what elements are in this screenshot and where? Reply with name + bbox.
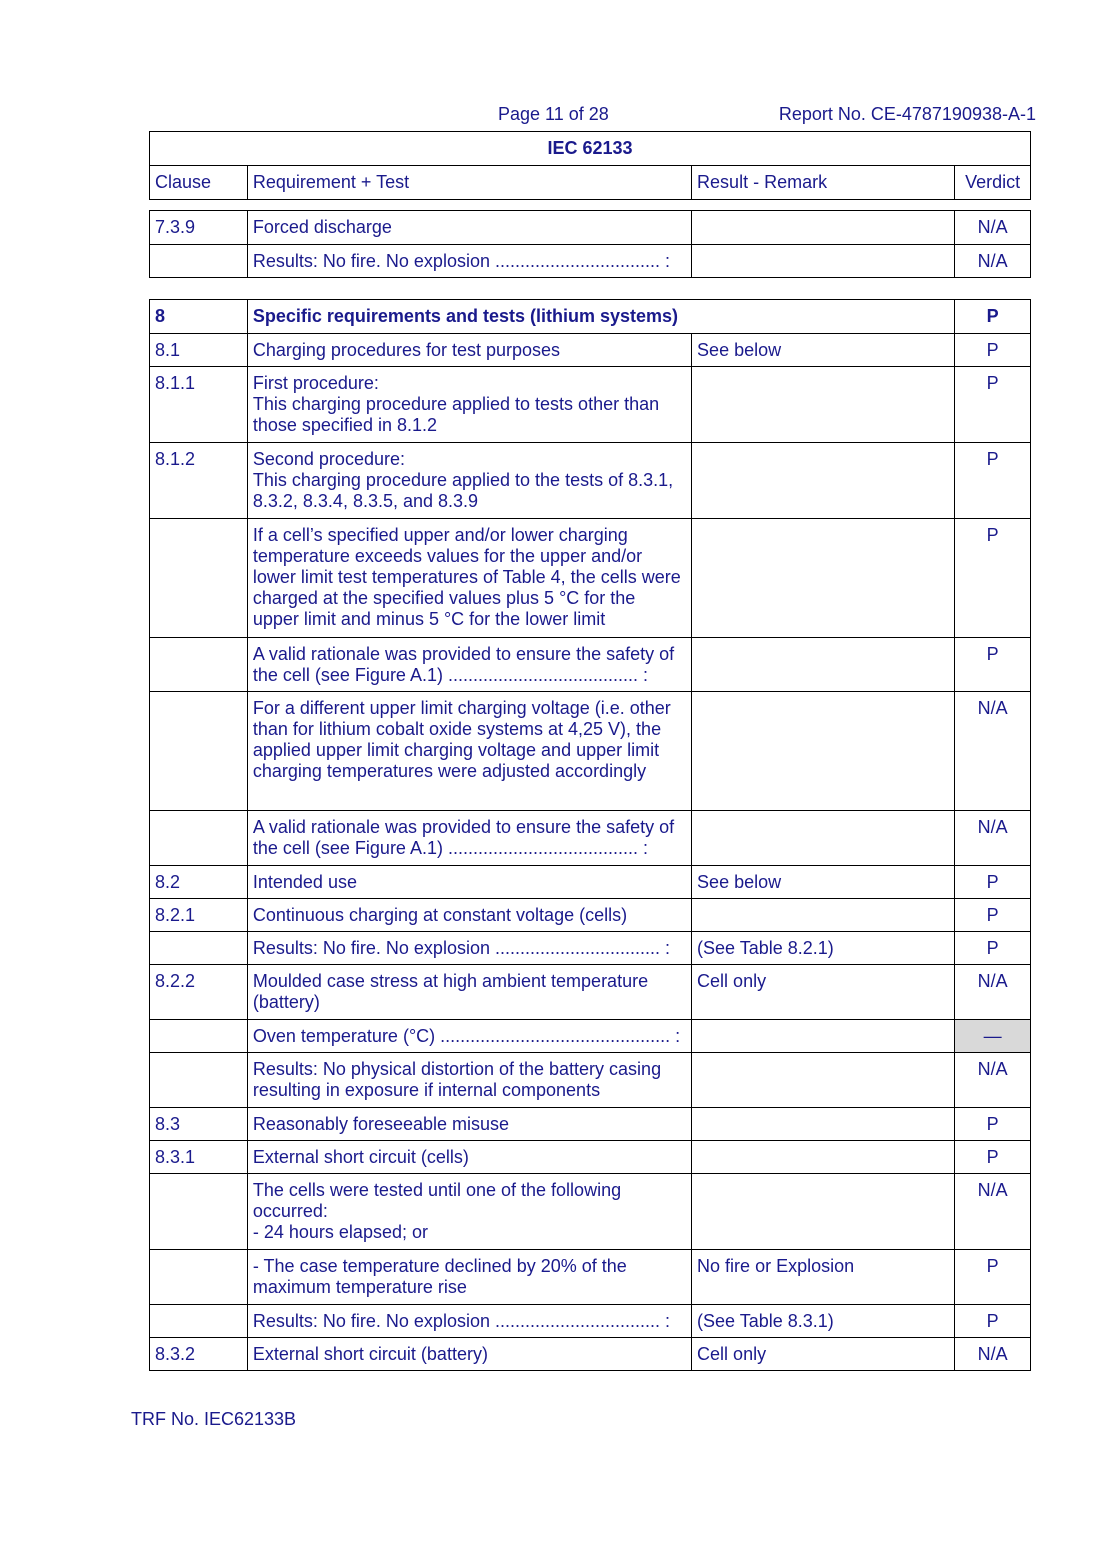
requirement-cell: External short circuit (cells) (247, 1141, 691, 1174)
clause-table-8 (149, 299, 1031, 1371)
verdict-cell: — (955, 1020, 1031, 1053)
verdict-cell: N/A (955, 245, 1031, 278)
result-cell (692, 443, 955, 519)
result-cell: (See Table 8.3.1) (692, 1305, 955, 1338)
table-row (150, 245, 1031, 278)
requirement-cell: Oven temperature (°C) .............................................. : (247, 1020, 691, 1053)
result-cell (692, 519, 955, 638)
result-cell (692, 367, 955, 443)
requirement-cell: Moulded case stress at high ambient temperature (battery) (247, 965, 691, 1020)
verdict-cell: N/A (955, 1053, 1031, 1108)
verdict-cell: N/A (955, 1338, 1031, 1371)
clause-cell: 8.3 (150, 1108, 248, 1141)
clause-cell: 8.1 (150, 334, 248, 367)
verdict-cell: P (955, 866, 1031, 899)
clause-cell: 8.2.2 (150, 965, 248, 1020)
requirement-cell: Results: No fire. No explosion ................................. : (247, 245, 691, 278)
clause-cell: 8.3.2 (150, 1338, 248, 1371)
result-column-header: Result - Remark (692, 166, 955, 200)
result-cell (692, 899, 955, 932)
table-row (150, 1108, 1031, 1141)
table-row (150, 1250, 1031, 1305)
table-row (150, 443, 1031, 519)
verdict-cell: P (955, 519, 1031, 638)
table-row (150, 965, 1031, 1020)
table-row (150, 811, 1031, 866)
table-row (150, 1305, 1031, 1338)
verdict-column-header: Verdict (955, 166, 1031, 200)
section-title: Specific requirements and tests (lithium systems) (247, 300, 954, 334)
trf-number: TRF No. IEC62133B (131, 1409, 297, 1429)
table-row (150, 519, 1031, 638)
table-row (150, 866, 1031, 899)
table-row (150, 211, 1031, 245)
header-table (149, 131, 1031, 200)
clause-cell (150, 519, 248, 638)
verdict-cell: N/A (955, 1174, 1031, 1250)
clause-cell: 8 (150, 300, 248, 334)
requirement-cell: External short circuit (battery) (247, 1338, 691, 1371)
result-cell (692, 692, 955, 811)
result-cell: Cell only (692, 965, 955, 1020)
verdict-cell: P (955, 638, 1031, 692)
result-cell (692, 1053, 955, 1108)
requirement-cell: Results: No fire. No explosion ................................. : (247, 1305, 691, 1338)
result-cell (692, 1020, 955, 1053)
page-number: Page 11 of 28 (498, 104, 609, 124)
requirement-cell: Reasonably foreseeable misuse (247, 1108, 691, 1141)
report-number: Report No. CE-4787190938-A-1 (778, 104, 1036, 124)
requirement-cell: Forced discharge (247, 211, 691, 245)
requirement-cell: Results: No physical distortion of the battery casing resulting in exposure if internal components (247, 1053, 691, 1108)
requirement-cell: Results: No fire. No explosion ................................. : (247, 932, 691, 965)
requirement-cell: The cells were tested until one of the following occurred: - 24 hours elapsed; or (247, 1174, 691, 1250)
clause-cell (150, 692, 248, 811)
result-cell (692, 1141, 955, 1174)
clause-cell (150, 811, 248, 866)
verdict-cell: P (955, 300, 1031, 334)
result-cell (692, 811, 955, 866)
clause-column-header: Clause (150, 166, 248, 200)
verdict-cell: N/A (955, 211, 1031, 245)
section-row (150, 300, 1031, 334)
requirement-cell: A valid rationale was provided to ensure the safety of the cell (see Figure A.1) ...................................... : (247, 811, 691, 866)
table-row (150, 1020, 1031, 1053)
verdict-cell: P (955, 1108, 1031, 1141)
clause-cell: 8.2.1 (150, 899, 248, 932)
verdict-cell: P (955, 932, 1031, 965)
result-cell (692, 211, 955, 245)
clause-cell: 8.1.1 (150, 367, 248, 443)
table-row (150, 692, 1031, 811)
requirement-cell: - The case temperature declined by 20% of the maximum temperature rise (247, 1250, 691, 1305)
clause-cell (150, 932, 248, 965)
table-row (150, 1174, 1031, 1250)
clause-cell (150, 1305, 248, 1338)
verdict-cell: P (955, 1141, 1031, 1174)
verdict-cell: N/A (955, 965, 1031, 1020)
requirement-cell: Continuous charging at constant voltage (cells) (247, 899, 691, 932)
table-row (150, 932, 1031, 965)
clause-cell (150, 1250, 248, 1305)
verdict-cell: P (955, 334, 1031, 367)
clause-cell (150, 1020, 248, 1053)
verdict-cell: P (955, 1250, 1031, 1305)
result-cell: (See Table 8.2.1) (692, 932, 955, 965)
clause-cell (150, 1174, 248, 1250)
requirement-cell: First procedure: This charging procedure applied to tests other than those specified in 8.1.2 (247, 367, 691, 443)
result-cell (692, 1108, 955, 1141)
clause-cell (150, 245, 248, 278)
table-row (150, 1053, 1031, 1108)
clause-cell: 8.1.2 (150, 443, 248, 519)
table-row (150, 334, 1031, 367)
verdict-cell: N/A (955, 811, 1031, 866)
result-cell: See below (692, 866, 955, 899)
result-cell (692, 245, 955, 278)
requirement-cell: If a cell’s specified upper and/or lower charging temperature exceeds values for the upper and/or lower limit test temperatures of Table 4, the cells were charged at the specified values plus 5 °C for the upper limit and minus 5 °C for the lower limit (247, 519, 691, 638)
clause-cell: 7.3.9 (150, 211, 248, 245)
table-row (150, 367, 1031, 443)
clause-table-7 (149, 210, 1031, 278)
requirement-cell: A valid rationale was provided to ensure the safety of the cell (see Figure A.1) ...................................... : (247, 638, 691, 692)
requirement-cell: Second procedure: This charging procedure applied to the tests of 8.3.1, 8.3.2, 8.3.4, 8.3.5, and 8.3.9 (247, 443, 691, 519)
table-row (150, 1338, 1031, 1371)
verdict-cell: P (955, 367, 1031, 443)
verdict-cell: N/A (955, 692, 1031, 811)
result-cell (692, 1174, 955, 1250)
table-row (150, 638, 1031, 692)
result-cell: No fire or Explosion (692, 1250, 955, 1305)
requirement-cell: Intended use (247, 866, 691, 899)
table-row (150, 1141, 1031, 1174)
verdict-cell: P (955, 1305, 1031, 1338)
requirement-cell: For a different upper limit charging voltage (i.e. other than for lithium cobalt oxide systems at 4,25 V), the applied upper limit charging voltage and upper limit charging temperatures were adjusted accordingly (247, 692, 691, 811)
verdict-cell: P (955, 443, 1031, 519)
result-cell: See below (692, 334, 955, 367)
clause-cell: 8.3.1 (150, 1141, 248, 1174)
clause-cell (150, 638, 248, 692)
clause-cell: 8.2 (150, 866, 248, 899)
standard-title: IEC 62133 (150, 132, 1031, 166)
requirement-cell: Charging procedures for test purposes (247, 334, 691, 367)
verdict-cell: P (955, 899, 1031, 932)
table-row (150, 899, 1031, 932)
clause-cell (150, 1053, 248, 1108)
result-cell: Cell only (692, 1338, 955, 1371)
requirement-column-header: Requirement + Test (247, 166, 691, 200)
result-cell (692, 638, 955, 692)
